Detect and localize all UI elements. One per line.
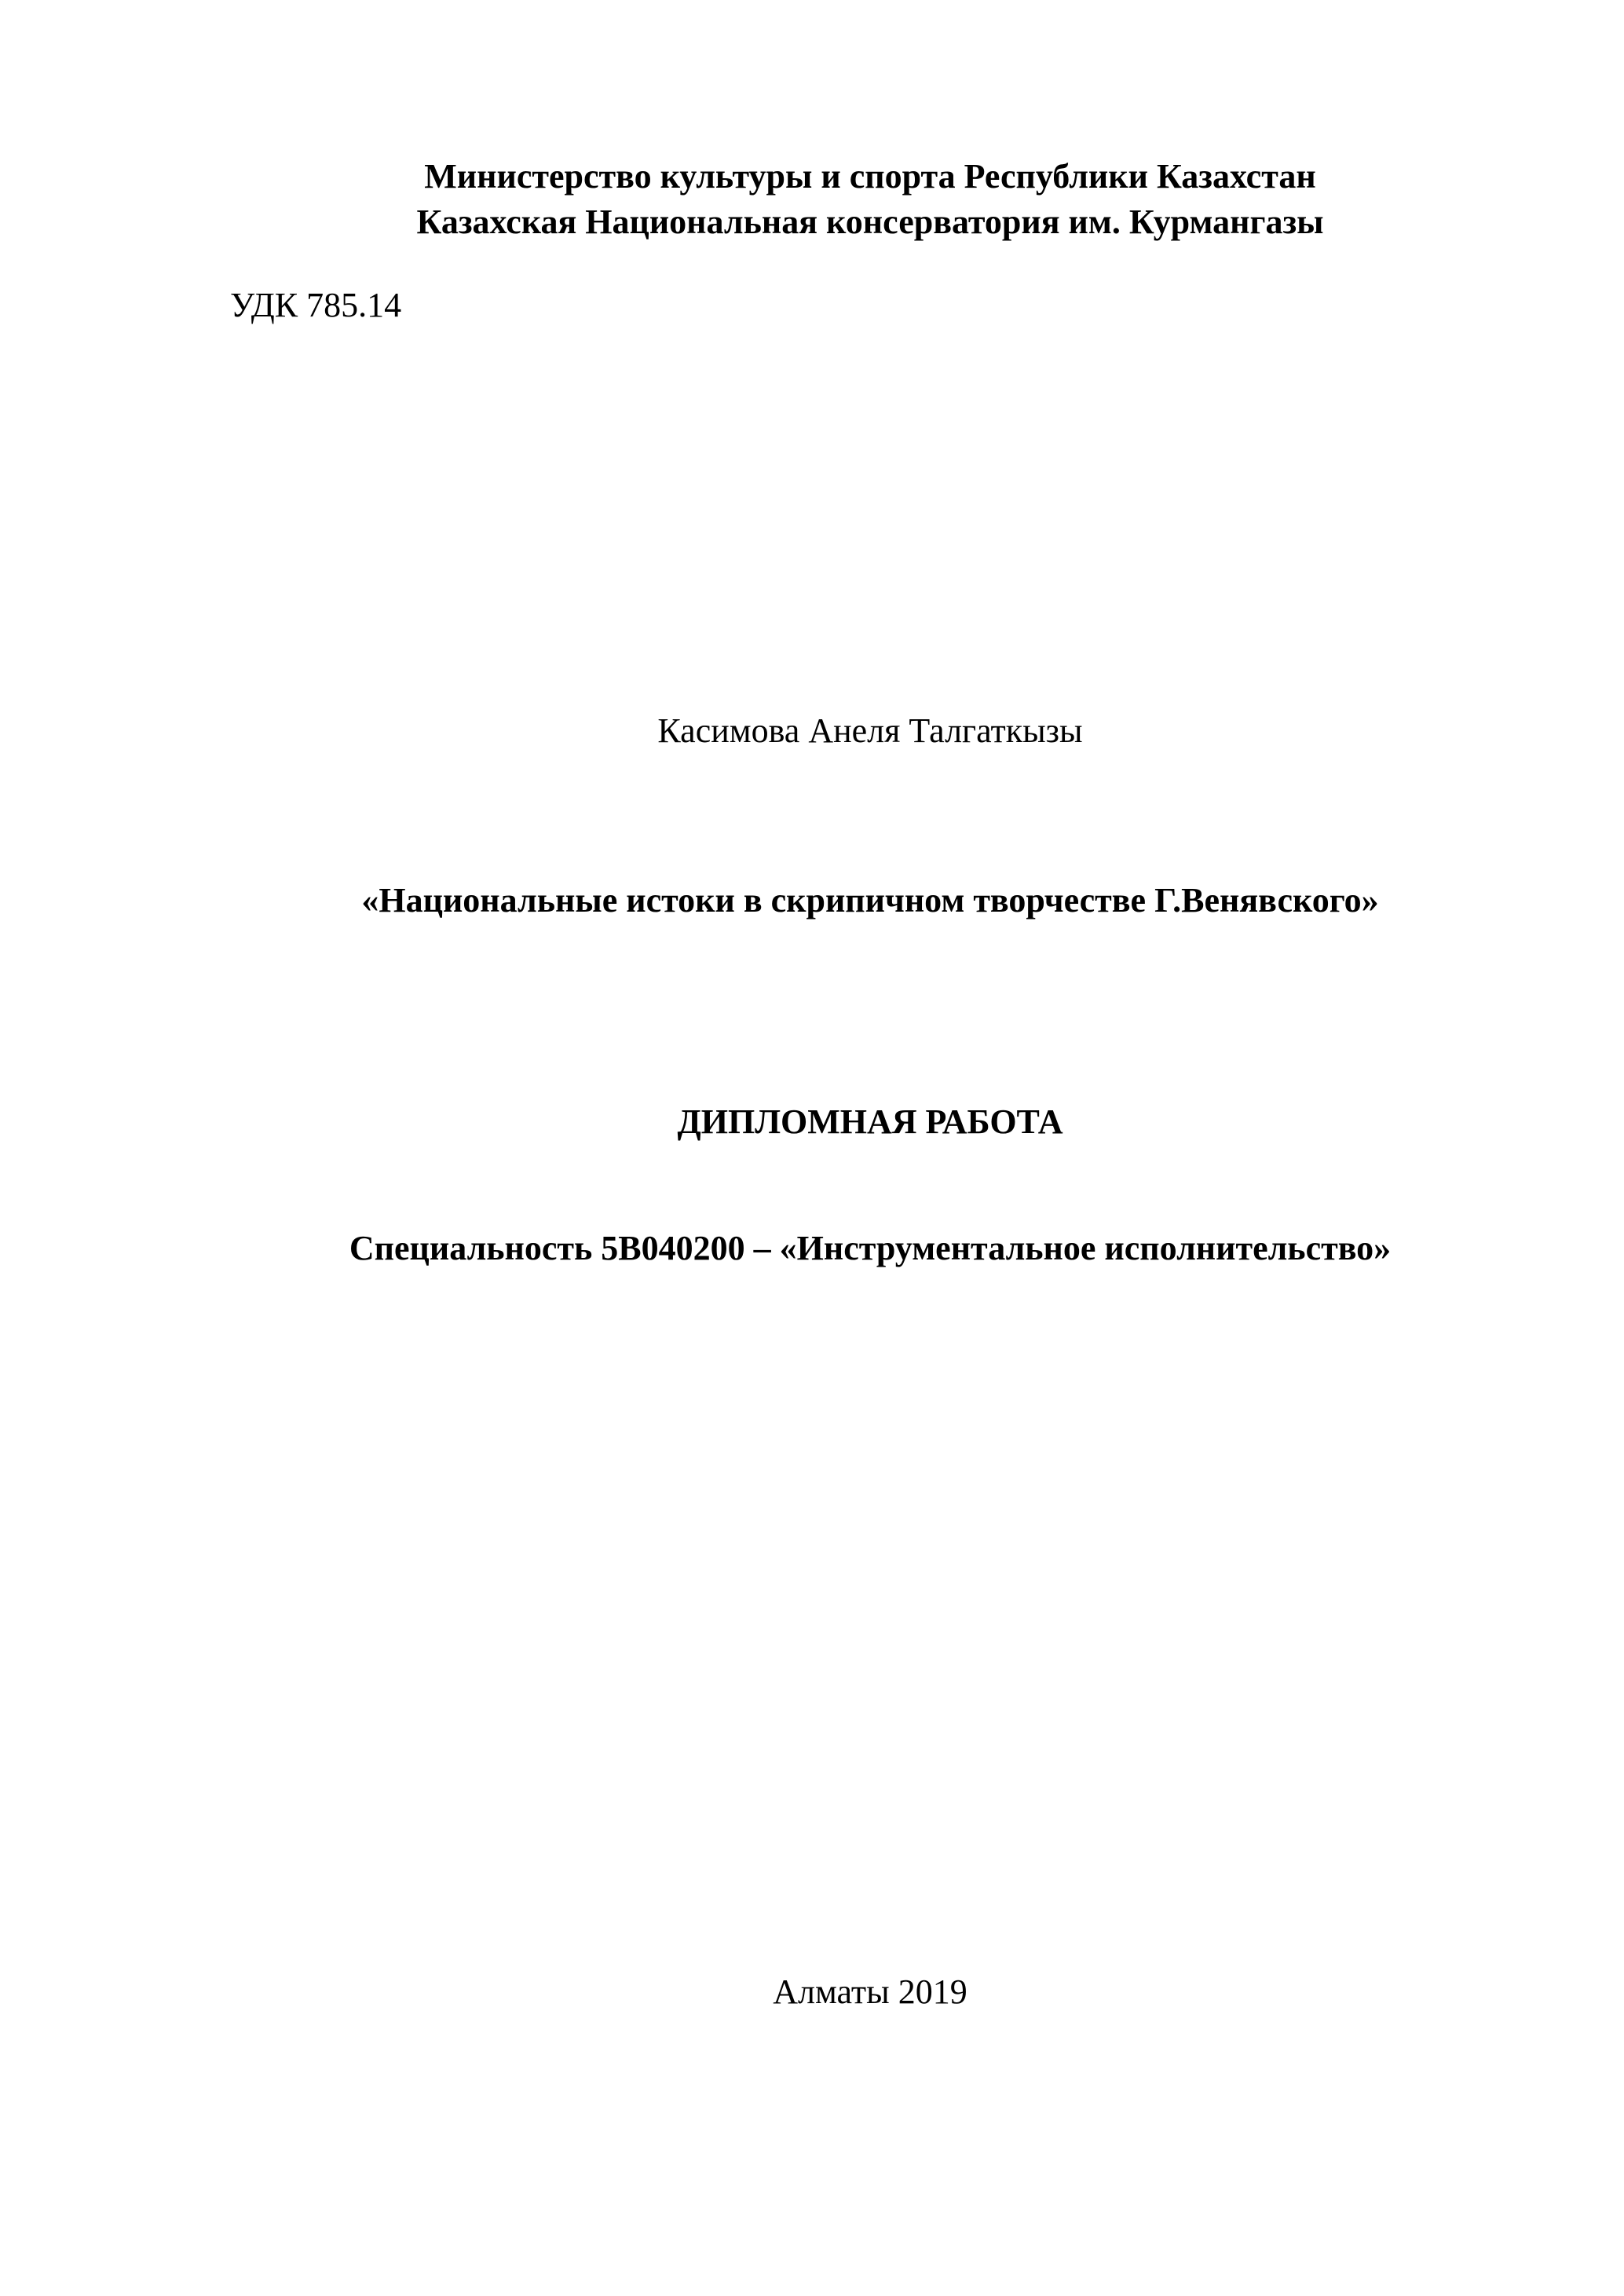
udk-code: УДК 785.14 <box>230 286 402 324</box>
institution-header <box>0 154 1624 245</box>
conservatory-name: Казахская Национальная консерватория им. Курмангазы <box>416 203 1324 241</box>
author-name: Касимова Анеля Талгаткызы <box>657 711 1083 750</box>
specialty: Специальность 5В040200 – «Инструментальное исполнительство» <box>349 1229 1392 1267</box>
work-type: ДИПЛОМНАЯ РАБОТА <box>677 1102 1063 1141</box>
city-year: Алматы 2019 <box>773 1972 967 2011</box>
ministry-name: Министерство культуры и спорта Республики Казахстан <box>424 157 1316 196</box>
thesis-title: «Национальные истоки в скрипичном творчестве Г.Венявского» <box>361 881 1379 919</box>
